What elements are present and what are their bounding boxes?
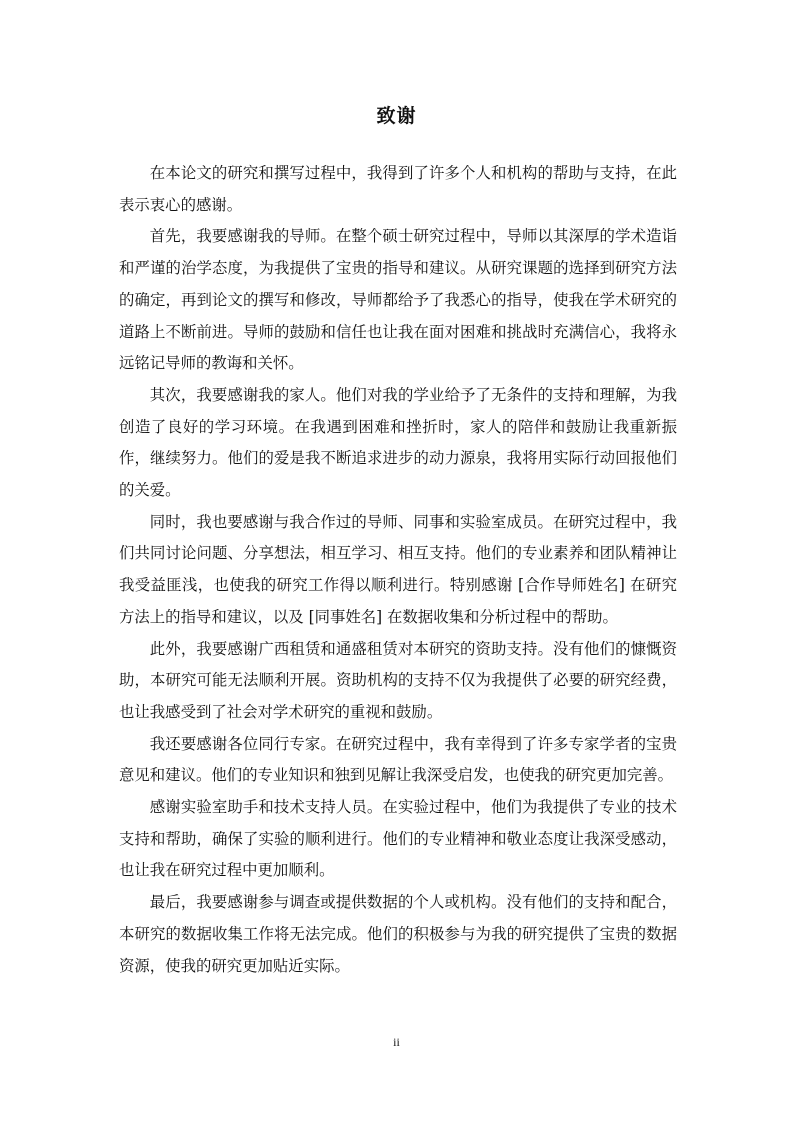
page-number: ii: [393, 1035, 400, 1049]
paragraph-experts: 我还要感谢各位同行专家。在研究过程中，我有幸得到了许多专家学者的宝贵意见和建议。他们的专业知识和独到见解让我深受启发，也使我的研究更加完善。: [119, 734, 677, 785]
paragraph-funding: 此外，我要感谢广西租赁和通盛租赁对本研究的资助支持。没有他们的慷慨资助，本研究可能无法顺利开展。资助机构的支持不仅为我提供了必要的研究经费，也让我感受到了社会对学术研究的重视和鼓励。: [119, 639, 677, 721]
acknowledgement-body: [119, 158, 677, 982]
paragraph-family: 其次，我要感谢我的家人。他们对我的学业给予了无条件的支持和理解，为我创造了良好的学习环境。在我遇到困难和挫折时，家人的陪伴和鼓励让我重新振作，继续努力。他们的爱是我不断追求进步的动力源泉，我将用实际行动回报他们的关爱。: [119, 385, 677, 500]
paragraph-lab-support: 感谢实验室助手和技术支持人员。在实验过程中，他们为我提供了专业的技术支持和帮助，确保了实验的顺利进行。他们的专业精神和敬业态度让我深受感动，也让我在研究过程中更加顺利。: [119, 798, 677, 880]
paragraph-participants: 最后，我要感谢参与调查或提供数据的个人或机构。没有他们的支持和配合，本研究的数据收集工作将无法完成。他们的积极参与为我的研究提供了宝贵的数据资源，使我的研究更加贴近实际。: [119, 893, 677, 975]
page-title: 致谢: [376, 105, 417, 127]
paragraph-advisor: 首先，我要感谢我的导师。在整个硕士研究过程中，导师以其深厚的学术造诣和严谨的治学态度，为我提供了宝贵的指导和建议。从研究课题的选择到研究方法的确定，再到论文的撰写和修改，导师都给予了我悉心的指导，使我在学术研究的道路上不断前进。导师的鼓励和信任也让我在面对困难和挑战时充满信心，我将永远铭记导师的教诲和关怀。: [119, 227, 677, 373]
paragraph-colleagues: 同时，我也要感谢与我合作过的导师、同事和实验室成员。在研究过程中，我们共同讨论问题、分享想法，相互学习、相互支持。他们的专业素养和团队精神让我受益匪浅，也使我的研究工作得以顺利进行。特别感谢 [合作导师姓名] 在研究方法上的指导和建议，以及 [同事姓名] 在数据收集和分析过程中的帮助。: [119, 512, 677, 626]
paragraph-intro: 在本论文的研究和撰写过程中，我得到了许多个人和机构的帮助与支持，在此表示衷心的感谢。: [119, 164, 677, 214]
